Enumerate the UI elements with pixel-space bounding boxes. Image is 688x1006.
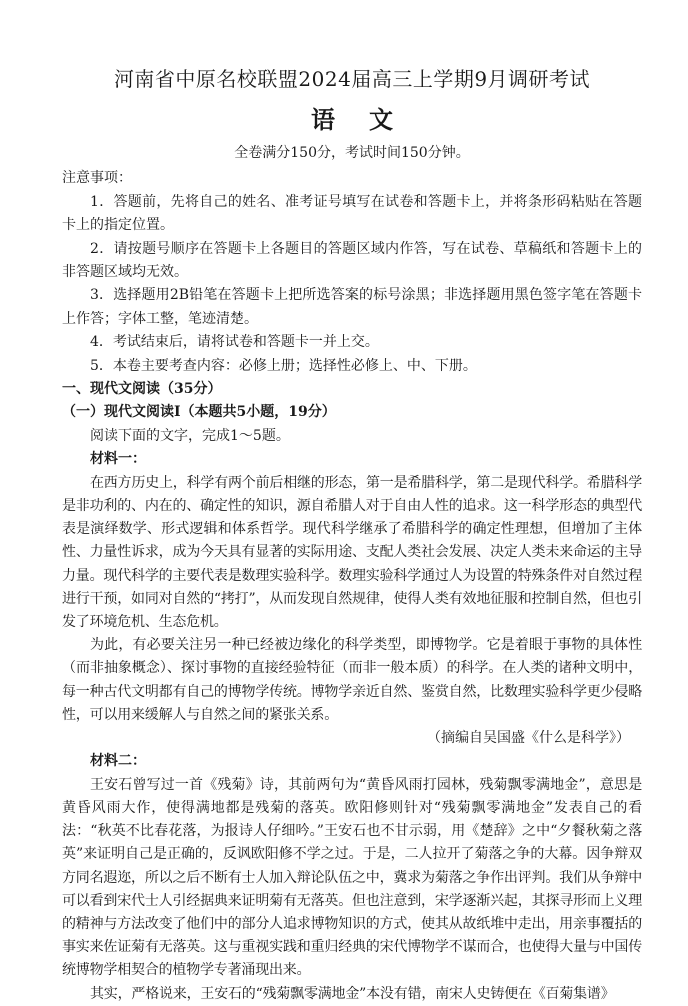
notes-heading: 注意事项： — [62, 170, 132, 187]
exam-title: 河南省中原名校联盟2024届高三上学期9月调研考试 — [113, 67, 591, 91]
note-item-5: 5．本卷主要考查内容：必修上册；选择性必修上、中、下册。 — [90, 357, 477, 374]
note-item-1: 1．答题前，先将自己的姓名、准考证号填写在试卷和答题卡上，并将条形码粘贴在答题卡上的指定位置。 — [62, 193, 642, 234]
note-item-3: 3．选择题用2B铅笔在答题卡上把所选答案的标号涂黑；非选择题用黑色签字笔在答题卡上作答；字体工整，笔迹清楚。 — [62, 287, 642, 327]
score-time-line: 全卷满分150分，考试时间150分钟。 — [234, 145, 470, 161]
material2-label: 材料二： — [90, 753, 146, 770]
subsection-heading: （一）现代文阅读Ⅰ（本题共5小题，19分） — [62, 404, 336, 421]
material1-source: （摘编自吴国盛《什么是科学》） — [427, 729, 630, 746]
material1-paragraph-1: 在西方历史上，科学有两个前后相继的形态，第一是希腊科学，第二是现代科学。希腊科学是非功利的、内在的、确定性的知识，源自希腊人对于自由人性的追求。这一科学形态的典型代表是演绎数学、形式逻辑和体系哲学。现代科学继承了希腊科学的确定性理想，但增加了主体性、力量性诉求，成为今天具有显著的实际用途、支配人类社会发展、决定人类未来命运的主导力量。现代科学的主要代表是数理实验科学。数理实验科学通过人为设置的特殊条件对自然过程进行干预，如同对自然的“拷打”，从而发现自然规律，使得人类有效地征服和控制自然，但也引发了环境危机、生态危机。 — [62, 474, 642, 630]
material1-paragraph-2: 为此，有必要关注另一种已经被边缘化的科学类型，即博物学。它是着眼于事物的具体性（而非抽象概念）、探讨事物的直接经验特征（而非一般本质）的科学。在人类的诸种文明中，每一种古代文明都有自己的博物学传统。博物学亲近自然、鉴赏自然，比数理实验科学更少侵略性，可以用来缓解人与自然之间的紧张关系。 — [62, 637, 642, 723]
material1-label: 材料一： — [90, 451, 146, 468]
instruction: 阅读下面的文字，完成1～5题。 — [90, 427, 290, 444]
note-item-2: 2．请按题号顺序在答题卡上各题目的答题区域内作答，写在试卷、草稿纸和答题卡上的非答题区域均无效。 — [62, 240, 642, 281]
section-heading: 一、现代文阅读（35分） — [62, 381, 222, 398]
material2-paragraph-2: 其实，严格说来，王安石的“残菊飘零满地金”本没有错，南宋人史铸便在《百菊集谱》 — [90, 985, 615, 1002]
material2-paragraph-1: 王安石曾写过一首《残菊》诗，其前两句为“黄昏风雨打园林，残菊飘零满地金”，意思是黄昏风雨大作，使得满地都是残菊的落英。欧阳修则针对“残菊飘零满地金”发表自己的看法：“秋英不比春花落，为报诗人仔细吟。”王安石也不甘示弱，用《楚辞》之中“夕餐秋菊之落英”来证明自己是正确的，反讽欧阳修不学之过。于是，二人拉开了菊落之争的大幕。因争辩双方同名遐迩，所以之后不断有士人加入辩论队伍之中，冀求为菊落之争作出评判。我们从争辩中可以看到宋代士人引经据典来证明菊有无落英。但也注意到，宋学逐渐兴起，其探寻形而上义理的精神与方法改变了他们中的部分人追求博物知识的方式，使其从故纸堆中走出，用亲事覆括的事实来佐证菊有无落英。这与重视实践和重归经典的宋代博物学不谋而合，也使得大量与中国传统博物学相契合的植物学专著涌现出来。 — [62, 776, 642, 979]
note-item-4: 4．考试结束后，请将试卷和答题卡一并上交。 — [90, 334, 379, 351]
subject-title: 语文 — [311, 105, 427, 134]
